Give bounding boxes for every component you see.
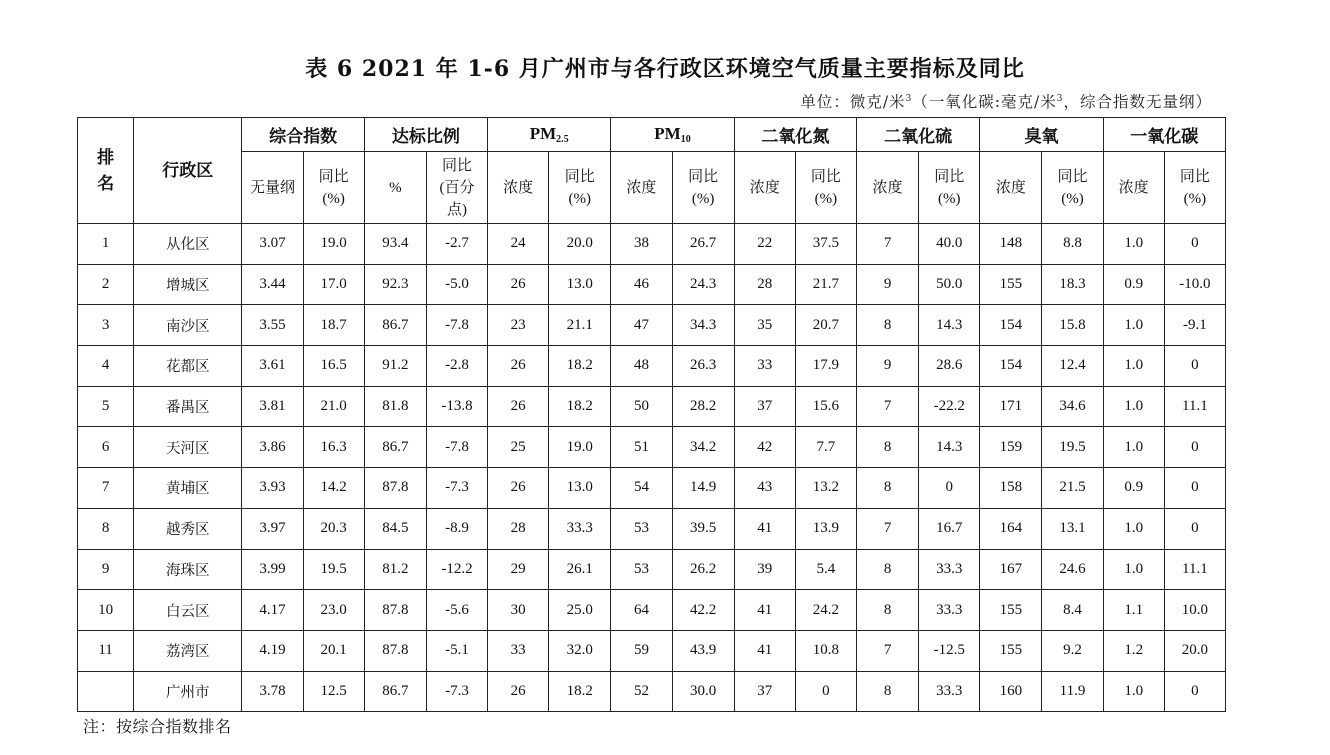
cell-pm10: 59 <box>611 630 672 671</box>
table-row <box>78 468 1226 509</box>
cell-co-yoy: 0 <box>1164 346 1225 387</box>
unit-sup-2: 3 <box>1056 93 1064 104</box>
cell-co-yoy: 0 <box>1164 224 1225 265</box>
cell-district: 越秀区 <box>134 508 242 549</box>
cell-so2-yoy: 33.3 <box>919 549 980 590</box>
cell-rate-yoy: -7.3 <box>426 671 487 712</box>
cell-ci-yoy: 18.7 <box>303 305 364 346</box>
cell-district: 从化区 <box>134 224 242 265</box>
cell-no2: 41 <box>734 508 795 549</box>
cell-co-yoy: 0 <box>1164 671 1225 712</box>
subheader-yoy-pct: 同比(%) <box>919 152 980 224</box>
subheader-concentration: 浓度 <box>611 152 672 224</box>
subheader-yoy-pct: 同比(%) <box>549 152 611 224</box>
unit-sup-1: 3 <box>905 93 913 104</box>
cell-pm25-yoy: 21.1 <box>549 305 611 346</box>
subheader-dimensionless: 无量纲 <box>242 152 303 224</box>
cell-district: 增城区 <box>134 264 242 305</box>
cell-so2-yoy: -12.5 <box>919 630 980 671</box>
cell-so2: 8 <box>856 305 918 346</box>
cell-no2-yoy: 0 <box>795 671 856 712</box>
cell-no2-yoy: 17.9 <box>795 346 856 387</box>
cell-o3-yoy: 19.5 <box>1042 427 1103 468</box>
unit-prefix: 单位：微克/米 <box>800 93 906 111</box>
cell-ci: 3.55 <box>242 305 303 346</box>
table-row <box>78 590 1226 631</box>
cell-pm10-yoy: 39.5 <box>672 508 734 549</box>
cell-pm25-yoy: 18.2 <box>549 671 611 712</box>
cell-rate: 81.2 <box>364 549 426 590</box>
cell-rate: 84.5 <box>364 508 426 549</box>
header-pm25: $PM_{2.5}$ <box>488 118 611 152</box>
cell-no2: 43 <box>734 468 795 509</box>
table-row <box>78 305 1226 346</box>
cell-o3: 159 <box>980 427 1042 468</box>
cell-ci: 3.86 <box>242 427 303 468</box>
cell-rate-yoy: -7.3 <box>426 468 487 509</box>
cell-district: 海珠区 <box>134 549 242 590</box>
cell-o3: 154 <box>980 346 1042 387</box>
cell-rate: 86.7 <box>364 671 426 712</box>
cell-rank: 5 <box>78 386 134 427</box>
table-row <box>78 427 1226 468</box>
cell-so2: 9 <box>856 346 918 387</box>
cell-pm10: 64 <box>611 590 672 631</box>
cell-no2-yoy: 24.2 <box>795 590 856 631</box>
cell-pm25-yoy: 13.0 <box>549 264 611 305</box>
cell-no2: 35 <box>734 305 795 346</box>
cell-rate-yoy: -7.8 <box>426 305 487 346</box>
cell-so2-yoy: 28.6 <box>919 346 980 387</box>
header-row-sub <box>78 152 1226 224</box>
header-row-groups <box>78 118 1226 152</box>
cell-so2-yoy: 50.0 <box>919 264 980 305</box>
cell-pm10: 38 <box>611 224 672 265</box>
cell-no2-yoy: 20.7 <box>795 305 856 346</box>
cell-ci: 3.07 <box>242 224 303 265</box>
cell-ci-yoy: 14.2 <box>303 468 364 509</box>
cell-ci-yoy: 12.5 <box>303 671 364 712</box>
unit-note <box>800 90 1212 112</box>
cell-o3: 154 <box>980 305 1042 346</box>
cell-rate: 86.7 <box>364 427 426 468</box>
cell-pm25: 24 <box>488 224 549 265</box>
cell-ci-yoy: 19.5 <box>303 549 364 590</box>
cell-pm25: 26 <box>488 346 549 387</box>
cell-rate-yoy: -2.8 <box>426 346 487 387</box>
cell-ci-yoy: 16.5 <box>303 346 364 387</box>
table-row <box>78 264 1226 305</box>
cell-pm10: 52 <box>611 671 672 712</box>
cell-pm25-yoy: 19.0 <box>549 427 611 468</box>
cell-co: 0.9 <box>1103 264 1164 305</box>
cell-ci: 3.78 <box>242 671 303 712</box>
cell-district: 广州市 <box>134 671 242 712</box>
cell-co: 1.2 <box>1103 630 1164 671</box>
cell-no2-yoy: 13.9 <box>795 508 856 549</box>
cell-rate-yoy: -13.8 <box>426 386 487 427</box>
cell-no2-yoy: 5.4 <box>795 549 856 590</box>
cell-pm25-yoy: 33.3 <box>549 508 611 549</box>
cell-ci-yoy: 16.3 <box>303 427 364 468</box>
cell-pm25-yoy: 18.2 <box>549 346 611 387</box>
table-body <box>78 224 1226 712</box>
cell-pm25: 23 <box>488 305 549 346</box>
cell-so2-yoy: 40.0 <box>919 224 980 265</box>
subheader-yoy-pct: 同比(%) <box>795 152 856 224</box>
cell-pm10-yoy: 28.2 <box>672 386 734 427</box>
cell-pm25: 25 <box>488 427 549 468</box>
cell-pm10-yoy: 42.2 <box>672 590 734 631</box>
subheader-yoy-points: 同比(百分点) <box>426 152 487 224</box>
cell-ci-yoy: 23.0 <box>303 590 364 631</box>
cell-rank: 3 <box>78 305 134 346</box>
cell-o3: 155 <box>980 630 1042 671</box>
cell-no2: 22 <box>734 224 795 265</box>
subheader-concentration: 浓度 <box>734 152 795 224</box>
cell-o3: 171 <box>980 386 1042 427</box>
cell-so2-yoy: 0 <box>919 468 980 509</box>
subheader-yoy-pct: 同比(%) <box>1042 152 1103 224</box>
cell-so2: 7 <box>856 224 918 265</box>
cell-district: 黄埔区 <box>134 468 242 509</box>
cell-co: 1.0 <box>1103 427 1164 468</box>
cell-o3-yoy: 24.6 <box>1042 549 1103 590</box>
cell-pm10-yoy: 34.3 <box>672 305 734 346</box>
unit-middle: （一氧化碳:毫克/米 <box>912 93 1057 111</box>
cell-o3-yoy: 8.8 <box>1042 224 1103 265</box>
cell-pm25-yoy: 13.0 <box>549 468 611 509</box>
cell-ci-yoy: 20.1 <box>303 630 364 671</box>
cell-rate: 87.8 <box>364 630 426 671</box>
cell-ci: 3.93 <box>242 468 303 509</box>
header-composite-index: 综合指数 <box>242 118 364 152</box>
cell-so2: 8 <box>856 468 918 509</box>
subheader-yoy-pct: 同比(%) <box>672 152 734 224</box>
cell-rank: 6 <box>78 427 134 468</box>
cell-district: 天河区 <box>134 427 242 468</box>
cell-pm25: 33 <box>488 630 549 671</box>
cell-pm25: 26 <box>488 671 549 712</box>
cell-pm25: 26 <box>488 386 549 427</box>
cell-pm25: 29 <box>488 549 549 590</box>
cell-pm10-yoy: 24.3 <box>672 264 734 305</box>
cell-no2: 39 <box>734 549 795 590</box>
cell-rank <box>78 671 134 712</box>
cell-no2-yoy: 21.7 <box>795 264 856 305</box>
cell-rank: 11 <box>78 630 134 671</box>
cell-pm25-yoy: 32.0 <box>549 630 611 671</box>
header-no2: 二氧化氮 <box>734 118 856 152</box>
cell-district: 白云区 <box>134 590 242 631</box>
cell-co: 1.1 <box>1103 590 1164 631</box>
table-row <box>78 224 1226 265</box>
table-row <box>78 549 1226 590</box>
cell-no2-yoy: 13.2 <box>795 468 856 509</box>
cell-co-yoy: 11.1 <box>1164 549 1225 590</box>
cell-co-yoy: -9.1 <box>1164 305 1225 346</box>
cell-rank: 7 <box>78 468 134 509</box>
cell-district: 花都区 <box>134 346 242 387</box>
cell-rate-yoy: -5.0 <box>426 264 487 305</box>
cell-no2: 37 <box>734 386 795 427</box>
cell-pm25: 28 <box>488 508 549 549</box>
cell-co-yoy: 11.1 <box>1164 386 1225 427</box>
cell-co-yoy: -10.0 <box>1164 264 1225 305</box>
cell-co: 1.0 <box>1103 549 1164 590</box>
cell-no2: 41 <box>734 590 795 631</box>
cell-o3-yoy: 12.4 <box>1042 346 1103 387</box>
cell-ci: 3.44 <box>242 264 303 305</box>
cell-pm10-yoy: 26.2 <box>672 549 734 590</box>
cell-so2: 8 <box>856 549 918 590</box>
cell-o3-yoy: 18.3 <box>1042 264 1103 305</box>
cell-co: 1.0 <box>1103 671 1164 712</box>
cell-rate-yoy: -5.1 <box>426 630 487 671</box>
subheader-concentration: 浓度 <box>1103 152 1164 224</box>
cell-so2: 7 <box>856 630 918 671</box>
cell-rate: 87.8 <box>364 590 426 631</box>
subheader-concentration: 浓度 <box>980 152 1042 224</box>
cell-co-yoy: 10.0 <box>1164 590 1225 631</box>
cell-rank: 9 <box>78 549 134 590</box>
cell-ci: 4.19 <box>242 630 303 671</box>
cell-rate-yoy: -12.2 <box>426 549 487 590</box>
cell-o3-yoy: 9.2 <box>1042 630 1103 671</box>
cell-rank: 2 <box>78 264 134 305</box>
cell-district: 南沙区 <box>134 305 242 346</box>
cell-rate-yoy: -5.6 <box>426 590 487 631</box>
cell-so2: 7 <box>856 508 918 549</box>
cell-rate-yoy: -8.9 <box>426 508 487 549</box>
cell-pm10: 48 <box>611 346 672 387</box>
subheader-yoy-pct: 同比(%) <box>303 152 364 224</box>
cell-so2: 8 <box>856 671 918 712</box>
footnote: 注：按综合指数排名 <box>83 717 232 736</box>
cell-o3-yoy: 13.1 <box>1042 508 1103 549</box>
cell-so2: 8 <box>856 590 918 631</box>
cell-o3: 158 <box>980 468 1042 509</box>
header-so2: 二氧化硫 <box>856 118 979 152</box>
cell-pm10-yoy: 34.2 <box>672 427 734 468</box>
cell-co-yoy: 20.0 <box>1164 630 1225 671</box>
header-district: 行政区 <box>134 118 242 224</box>
cell-pm25-yoy: 18.2 <box>549 386 611 427</box>
cell-pm10: 47 <box>611 305 672 346</box>
cell-so2: 9 <box>856 264 918 305</box>
cell-pm10: 51 <box>611 427 672 468</box>
cell-o3-yoy: 15.8 <box>1042 305 1103 346</box>
cell-o3: 167 <box>980 549 1042 590</box>
cell-o3: 148 <box>980 224 1042 265</box>
cell-pm10-yoy: 43.9 <box>672 630 734 671</box>
cell-pm10: 50 <box>611 386 672 427</box>
cell-no2: 42 <box>734 427 795 468</box>
cell-so2-yoy: 33.3 <box>919 590 980 631</box>
table-row <box>78 346 1226 387</box>
cell-rank: 4 <box>78 346 134 387</box>
cell-no2: 37 <box>734 671 795 712</box>
cell-co: 1.0 <box>1103 305 1164 346</box>
cell-pm25-yoy: 25.0 <box>549 590 611 631</box>
cell-ci: 3.99 <box>242 549 303 590</box>
cell-rate: 92.3 <box>364 264 426 305</box>
cell-no2-yoy: 15.6 <box>795 386 856 427</box>
cell-rate-yoy: -7.8 <box>426 427 487 468</box>
cell-rate: 91.2 <box>364 346 426 387</box>
cell-rate: 81.8 <box>364 386 426 427</box>
cell-so2-yoy: 14.3 <box>919 305 980 346</box>
table-title: 表 6 2021 年 1-6 月广州市与各行政区环境空气质量主要指标及同比 <box>305 56 1025 82</box>
cell-rate: 87.8 <box>364 468 426 509</box>
cell-ci-yoy: 21.0 <box>303 386 364 427</box>
cell-ci: 3.81 <box>242 386 303 427</box>
cell-o3: 155 <box>980 264 1042 305</box>
cell-pm10-yoy: 26.7 <box>672 224 734 265</box>
cell-no2: 33 <box>734 346 795 387</box>
subheader-concentration: 浓度 <box>856 152 918 224</box>
cell-rate: 86.7 <box>364 305 426 346</box>
cell-rate-yoy: -2.7 <box>426 224 487 265</box>
cell-ci: 4.17 <box>242 590 303 631</box>
cell-pm10: 53 <box>611 508 672 549</box>
subheader-concentration: 浓度 <box>488 152 549 224</box>
cell-no2: 28 <box>734 264 795 305</box>
cell-pm10-yoy: 26.3 <box>672 346 734 387</box>
cell-rank: 10 <box>78 590 134 631</box>
table-row <box>78 671 1226 712</box>
cell-co-yoy: 0 <box>1164 508 1225 549</box>
cell-so2: 7 <box>856 386 918 427</box>
cell-so2-yoy: 14.3 <box>919 427 980 468</box>
unit-suffix: ，综合指数无量纲） <box>1063 93 1212 111</box>
cell-ci-yoy: 20.3 <box>303 508 364 549</box>
cell-pm25: 30 <box>488 590 549 631</box>
cell-o3-yoy: 21.5 <box>1042 468 1103 509</box>
cell-no2-yoy: 10.8 <box>795 630 856 671</box>
cell-co: 1.0 <box>1103 386 1164 427</box>
cell-no2: 41 <box>734 630 795 671</box>
cell-so2: 8 <box>856 427 918 468</box>
cell-so2-yoy: 16.7 <box>919 508 980 549</box>
cell-o3-yoy: 11.9 <box>1042 671 1103 712</box>
cell-pm10: 46 <box>611 264 672 305</box>
cell-o3: 164 <box>980 508 1042 549</box>
cell-co-yoy: 0 <box>1164 427 1225 468</box>
cell-district: 荔湾区 <box>134 630 242 671</box>
cell-ci-yoy: 17.0 <box>303 264 364 305</box>
cell-co: 1.0 <box>1103 224 1164 265</box>
cell-co: 0.9 <box>1103 468 1164 509</box>
cell-o3: 155 <box>980 590 1042 631</box>
cell-pm25: 26 <box>488 264 549 305</box>
cell-so2-yoy: 33.3 <box>919 671 980 712</box>
table-row <box>78 508 1226 549</box>
table-row <box>78 630 1226 671</box>
cell-ci: 3.61 <box>242 346 303 387</box>
cell-pm25: 26 <box>488 468 549 509</box>
cell-no2-yoy: 7.7 <box>795 427 856 468</box>
header-rank: 排名 <box>78 118 134 224</box>
cell-pm25-yoy: 20.0 <box>549 224 611 265</box>
cell-o3: 160 <box>980 671 1042 712</box>
cell-o3-yoy: 8.4 <box>1042 590 1103 631</box>
table-row <box>78 386 1226 427</box>
cell-district: 番禺区 <box>134 386 242 427</box>
cell-rank: 8 <box>78 508 134 549</box>
cell-co-yoy: 0 <box>1164 468 1225 509</box>
cell-o3-yoy: 34.6 <box>1042 386 1103 427</box>
cell-ci: 3.97 <box>242 508 303 549</box>
cell-no2-yoy: 37.5 <box>795 224 856 265</box>
header-pm10: $PM_{10}$ <box>611 118 734 152</box>
cell-co: 1.0 <box>1103 508 1164 549</box>
air-quality-table <box>77 117 1226 712</box>
cell-rate: 93.4 <box>364 224 426 265</box>
subheader-yoy-pct: 同比(%) <box>1164 152 1225 224</box>
header-o3: 臭氧 <box>980 118 1103 152</box>
header-co: 一氧化碳 <box>1103 118 1225 152</box>
cell-rank: 1 <box>78 224 134 265</box>
cell-pm10: 54 <box>611 468 672 509</box>
cell-so2-yoy: -22.2 <box>919 386 980 427</box>
cell-ci-yoy: 19.0 <box>303 224 364 265</box>
header-standard-rate: 达标比例 <box>364 118 487 152</box>
cell-pm10-yoy: 14.9 <box>672 468 734 509</box>
cell-pm10: 53 <box>611 549 672 590</box>
subheader-percent: % <box>364 152 426 224</box>
cell-co: 1.0 <box>1103 346 1164 387</box>
cell-pm25-yoy: 26.1 <box>549 549 611 590</box>
cell-pm10-yoy: 30.0 <box>672 671 734 712</box>
